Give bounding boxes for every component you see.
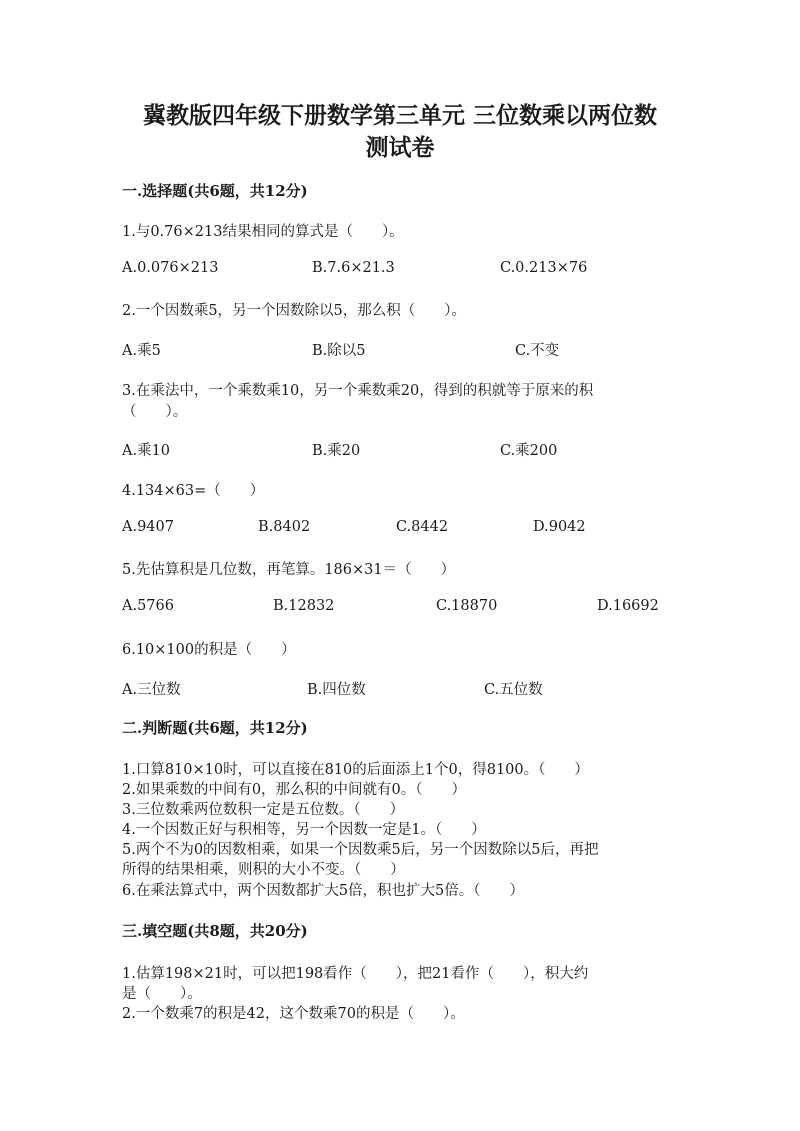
option-a: A.乘5 [122,343,161,359]
section-heading-fill: 三.填空题(共8题，共20分) [122,922,308,940]
question-text: 4.134×63=（ ） [122,483,265,499]
option-c: C.0.213×76 [500,260,588,276]
option-b: B.四位数 [307,682,366,698]
question-text: 6.10×100的积是（ ） [122,642,296,658]
judge-item: 6.在乘法算式中，两个因数都扩大5倍，积也扩大5倍。（ ） [122,883,525,899]
option-a: A.5766 [122,598,174,614]
judge-item: 2.如果乘数的中间有0，那么积的中间就有0。（ ） [122,782,467,798]
judge-item: 3.三位数乘两位数积一定是五位数。（ ） [122,802,405,818]
question-text: 2.一个因数乘5，另一个因数除以5，那么积（ ）。 [122,303,467,319]
judge-item: 1.口算810×10时，可以直接在810的后面添上1个0，得8100。（ ） [122,762,589,778]
option-d: D.9042 [533,519,586,535]
question-text: 5.先估算积是几位数，再笔算。186×31＝（ ） [122,562,456,578]
option-b: B.12832 [273,598,335,614]
judge-item-continued: 所得的结果相乘，则积的大小不变。（ ） [122,862,405,878]
fill-item-continued: 是（ ）。 [122,986,202,1002]
judge-item: 5.两个不为0的因数相乘，如果一个因数乘5后，另一个因数除以5后，再把 [122,842,599,858]
option-b: B.8402 [258,519,311,535]
option-c: C.乘200 [500,443,558,459]
option-a: A.0.076×213 [122,260,219,276]
option-b: B.7.6×21.3 [312,260,395,276]
option-a: A.乘10 [122,443,171,459]
fill-item: 2.一个数乘7的积是42，这个数乘70的积是（ ）。 [122,1006,465,1022]
section-heading-judge: 二.判断题(共6题，共12分) [122,719,308,737]
question-text-continued: （ ）。 [122,404,188,420]
page-title-line2: 测试卷 [365,134,435,161]
option-b: B.乘20 [312,443,361,459]
option-d: D.16692 [597,598,659,614]
option-c: C.18870 [436,598,498,614]
fill-item: 1.估算198×21时，可以把198看作（ ），把21看作（ ），积大约 [122,966,589,982]
judge-item: 4.一个因数正好与积相等，另一个因数一定是1。（ ） [122,822,486,838]
question-text: 3.在乘法中，一个乘数乘10，另一个乘数乘20，得到的积就等于原来的积 [122,383,594,399]
option-a: A.三位数 [122,682,181,698]
option-c: C.不变 [515,343,560,359]
option-b: B.除以5 [312,343,366,359]
option-a: A.9407 [122,519,174,535]
page-title-line1: 冀教版四年级下册数学第三单元 三位数乘以两位数 [142,102,657,129]
option-c: C.五位数 [484,682,543,698]
question-text: 1.与0.76×213结果相同的算式是（ ）。 [122,224,404,240]
option-c: C.8442 [396,519,449,535]
section-heading-choice: 一.选择题(共6题，共12分) [122,182,308,200]
